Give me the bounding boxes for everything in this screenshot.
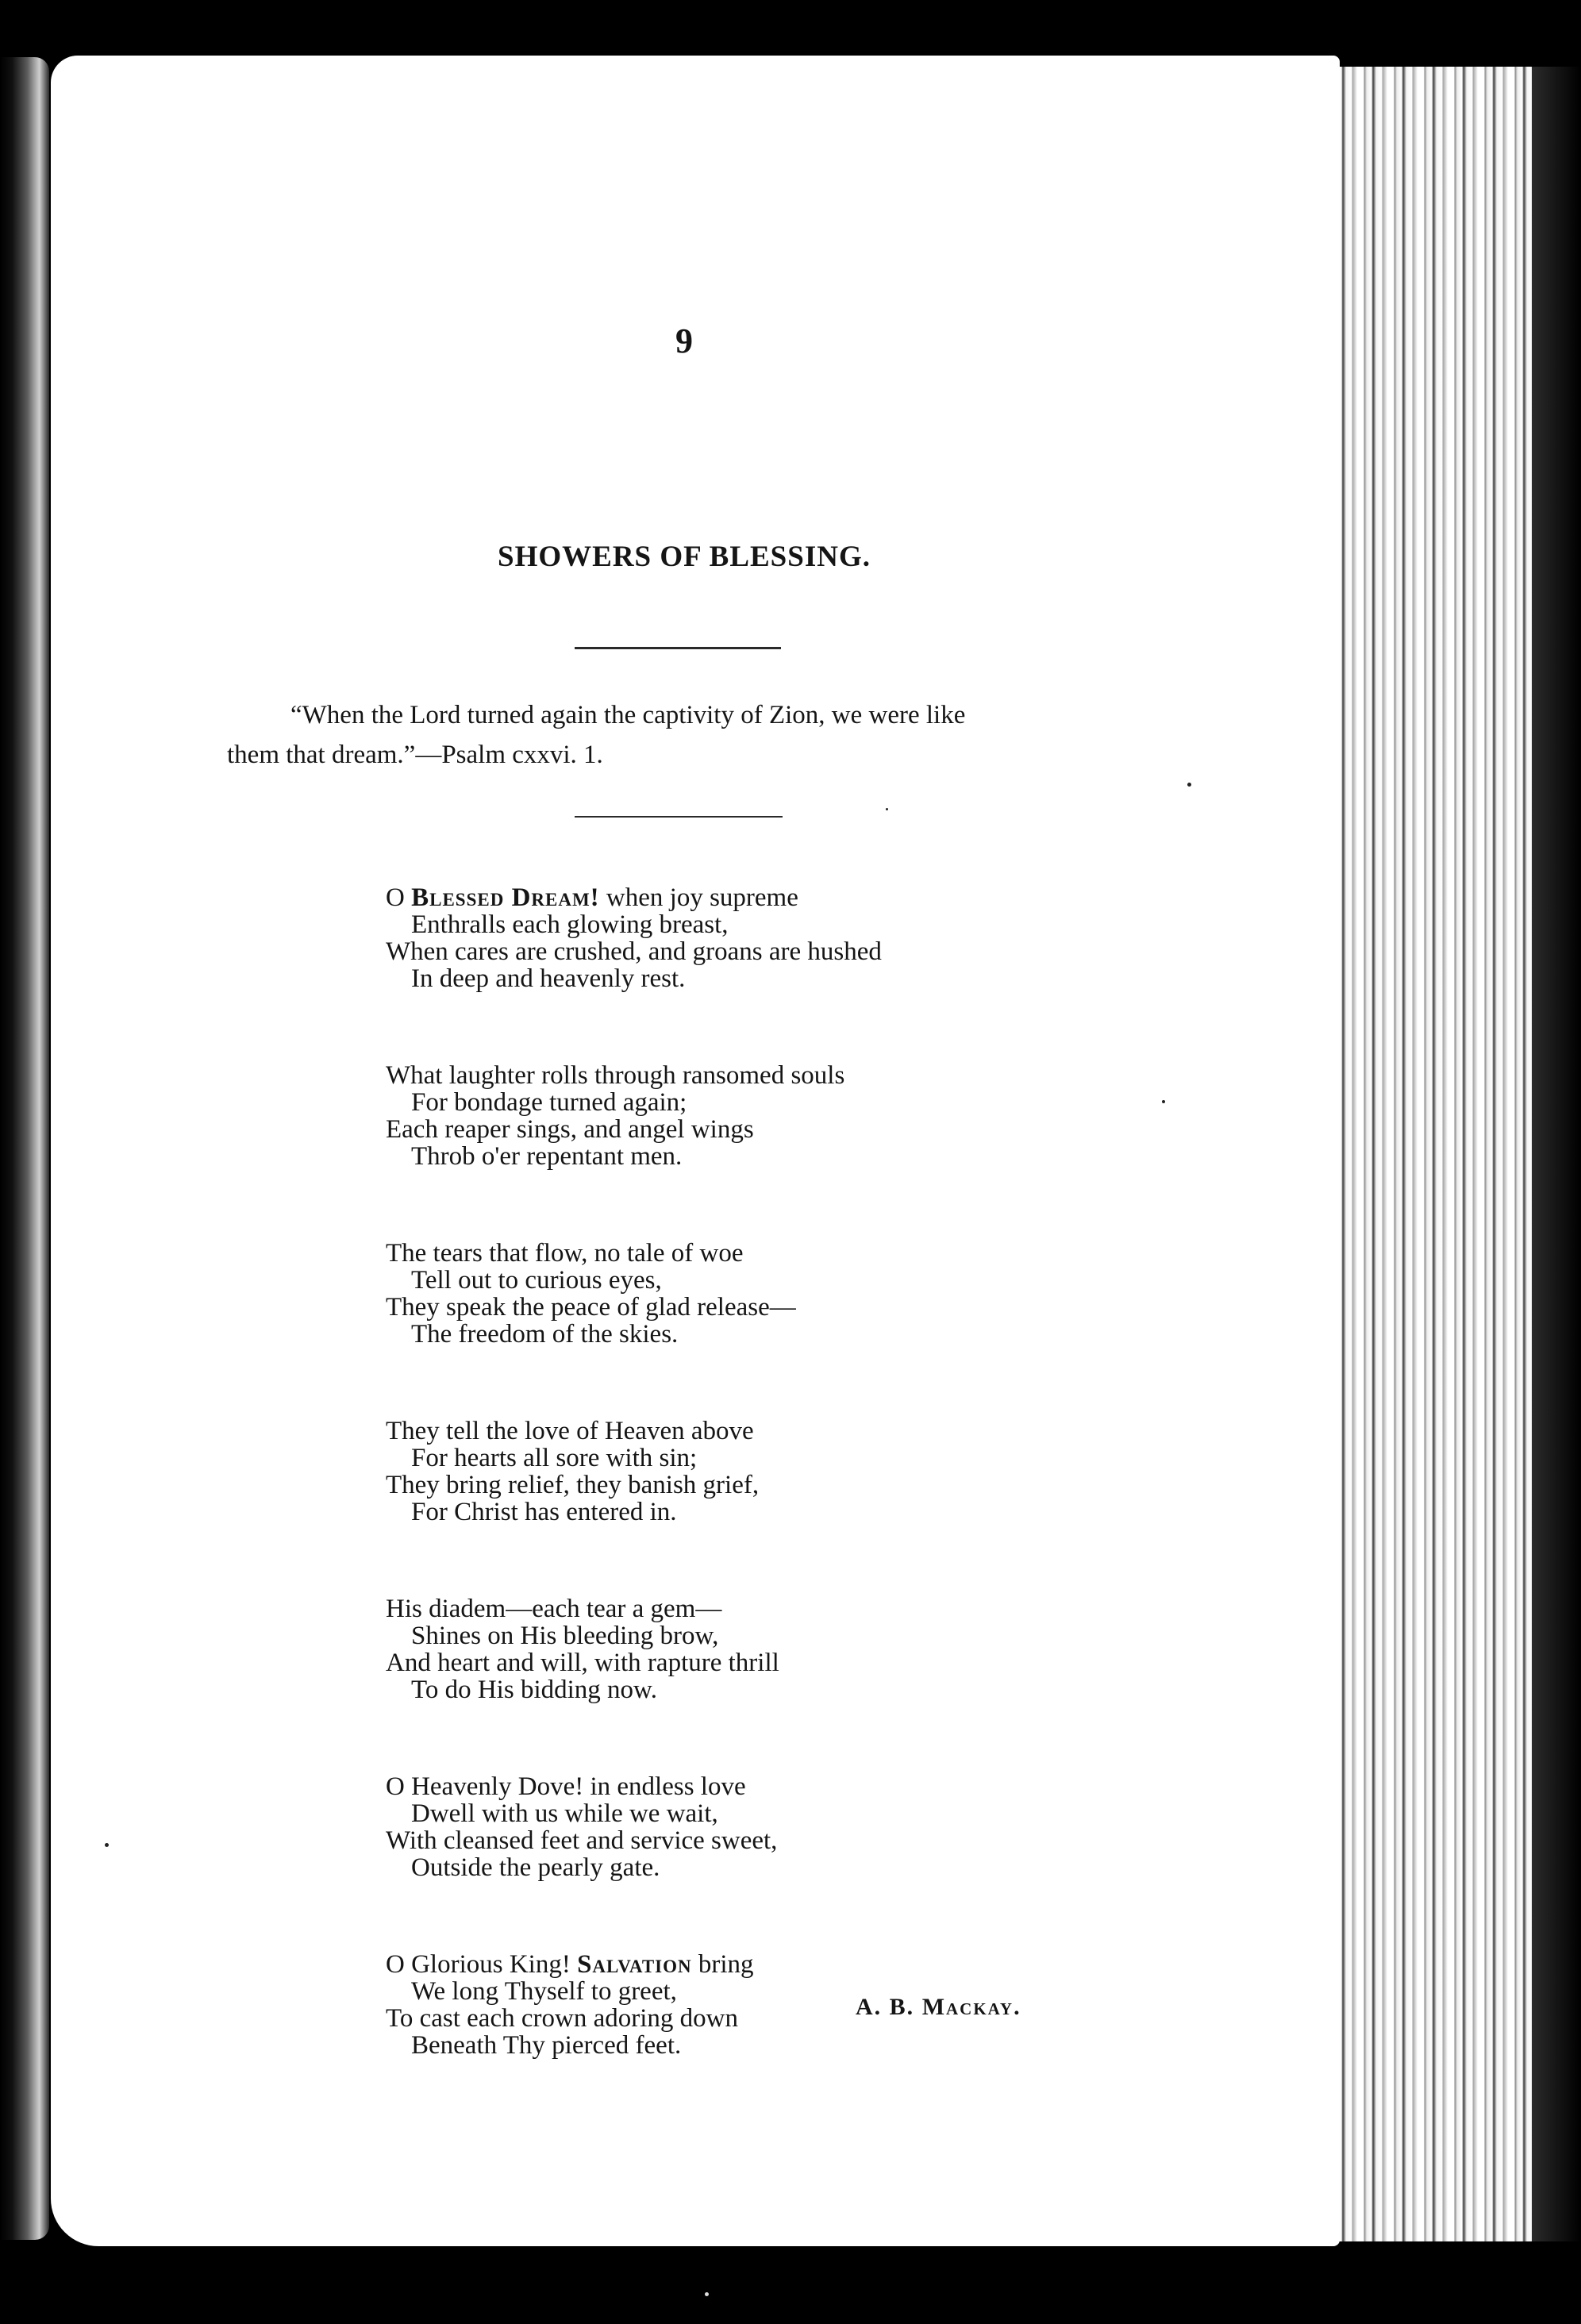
verse-line: His diadem—each tear a gem— bbox=[386, 1595, 722, 1623]
verse-line: We long Thyself to greet, bbox=[411, 1977, 677, 2006]
verse-line bbox=[386, 884, 1100, 911]
verse-text: bring bbox=[691, 1950, 754, 1979]
epigraph bbox=[227, 695, 1148, 775]
verse-line: To do His bidding now. bbox=[411, 1676, 657, 1704]
stanza bbox=[386, 1418, 1100, 1526]
verse-line: The tears that flow, no tale of woe bbox=[386, 1239, 744, 1268]
verse-line: O Heavenly Dove! in endless love bbox=[386, 1772, 746, 1801]
verse-line bbox=[386, 1951, 1100, 1978]
verse-line: To cast each crown adoring down bbox=[386, 2004, 738, 2033]
verse-line: Outside the pearly gate. bbox=[411, 1853, 660, 1882]
verse-line: In deep and heavenly rest. bbox=[411, 964, 686, 993]
book-shadow bbox=[1532, 67, 1581, 2241]
stanza bbox=[386, 1773, 1100, 1881]
verse-line: Beneath Thy pierced feet. bbox=[411, 2031, 682, 2060]
verse-line: What laughter rolls through ransomed souls bbox=[386, 1061, 845, 1090]
verse-line: They speak the peace of glad release— bbox=[386, 1293, 796, 1322]
print-speck bbox=[1162, 1100, 1165, 1103]
poem-body bbox=[386, 884, 1100, 2059]
verse-line: For bondage turned again; bbox=[411, 1088, 687, 1117]
verse-line: For hearts all sore with sin; bbox=[411, 1444, 698, 1472]
page-number: 9 bbox=[675, 321, 693, 360]
verse-line: Throb o'er repentant men. bbox=[411, 1142, 683, 1171]
verse-line: With cleansed feet and service sweet, bbox=[386, 1826, 778, 1855]
stanza bbox=[386, 1062, 1100, 1170]
verse-text: O Glorious King! bbox=[386, 1950, 578, 1979]
stanza bbox=[386, 884, 1100, 992]
poem-title: SHOWERS OF BLESSING. bbox=[498, 541, 871, 573]
author-end: . bbox=[1014, 1994, 1021, 2020]
verse-text: when joy supreme bbox=[599, 883, 798, 912]
verse-line: And heart and will, with rapture thrill bbox=[386, 1649, 779, 1677]
verse-line: Shines on His bleeding brow, bbox=[411, 1622, 719, 1650]
print-speck bbox=[886, 808, 888, 810]
verse-line: They bring relief, they banish grief, bbox=[386, 1471, 760, 1499]
verse-emphasis: Blessed Dream! bbox=[411, 883, 600, 912]
print-speck bbox=[105, 1843, 109, 1847]
verse-line: Tell out to curious eyes, bbox=[411, 1266, 662, 1295]
verse-line: The freedom of the skies. bbox=[411, 1320, 679, 1349]
verse-line: They tell the love of Heaven above bbox=[386, 1417, 754, 1445]
verse-line: Each reaper sings, and angel wings bbox=[386, 1115, 754, 1144]
verse-line: Enthralls each glowing breast, bbox=[411, 910, 729, 939]
author-surname: Mackay bbox=[921, 1994, 1014, 2020]
verse-emphasis: Salvation bbox=[577, 1950, 692, 1979]
book-page bbox=[51, 56, 1340, 2246]
verse-line: For Christ has entered in. bbox=[411, 1498, 677, 1526]
print-speck bbox=[705, 2292, 709, 2296]
verse-text: O bbox=[386, 883, 412, 912]
stanza bbox=[386, 1240, 1100, 1348]
book-left-edge bbox=[0, 57, 49, 2240]
verse-line: Dwell with us while we wait, bbox=[411, 1799, 718, 1828]
author-signature bbox=[856, 1994, 1021, 2021]
book-fore-edge bbox=[1327, 67, 1549, 2241]
verse-line: When cares are crushed, and groans are hushed bbox=[386, 937, 882, 966]
epigraph-line: “When the Lord turned again the captivity of Zion, we were like bbox=[290, 701, 966, 729]
divider-rule bbox=[575, 816, 783, 818]
stanza bbox=[386, 1595, 1100, 1703]
print-speck bbox=[1187, 783, 1191, 787]
author-initials: A. B. bbox=[856, 1994, 922, 2020]
divider-rule bbox=[575, 647, 781, 649]
epigraph-line: them that dream.”—Psalm cxxvi. 1. bbox=[227, 741, 603, 769]
